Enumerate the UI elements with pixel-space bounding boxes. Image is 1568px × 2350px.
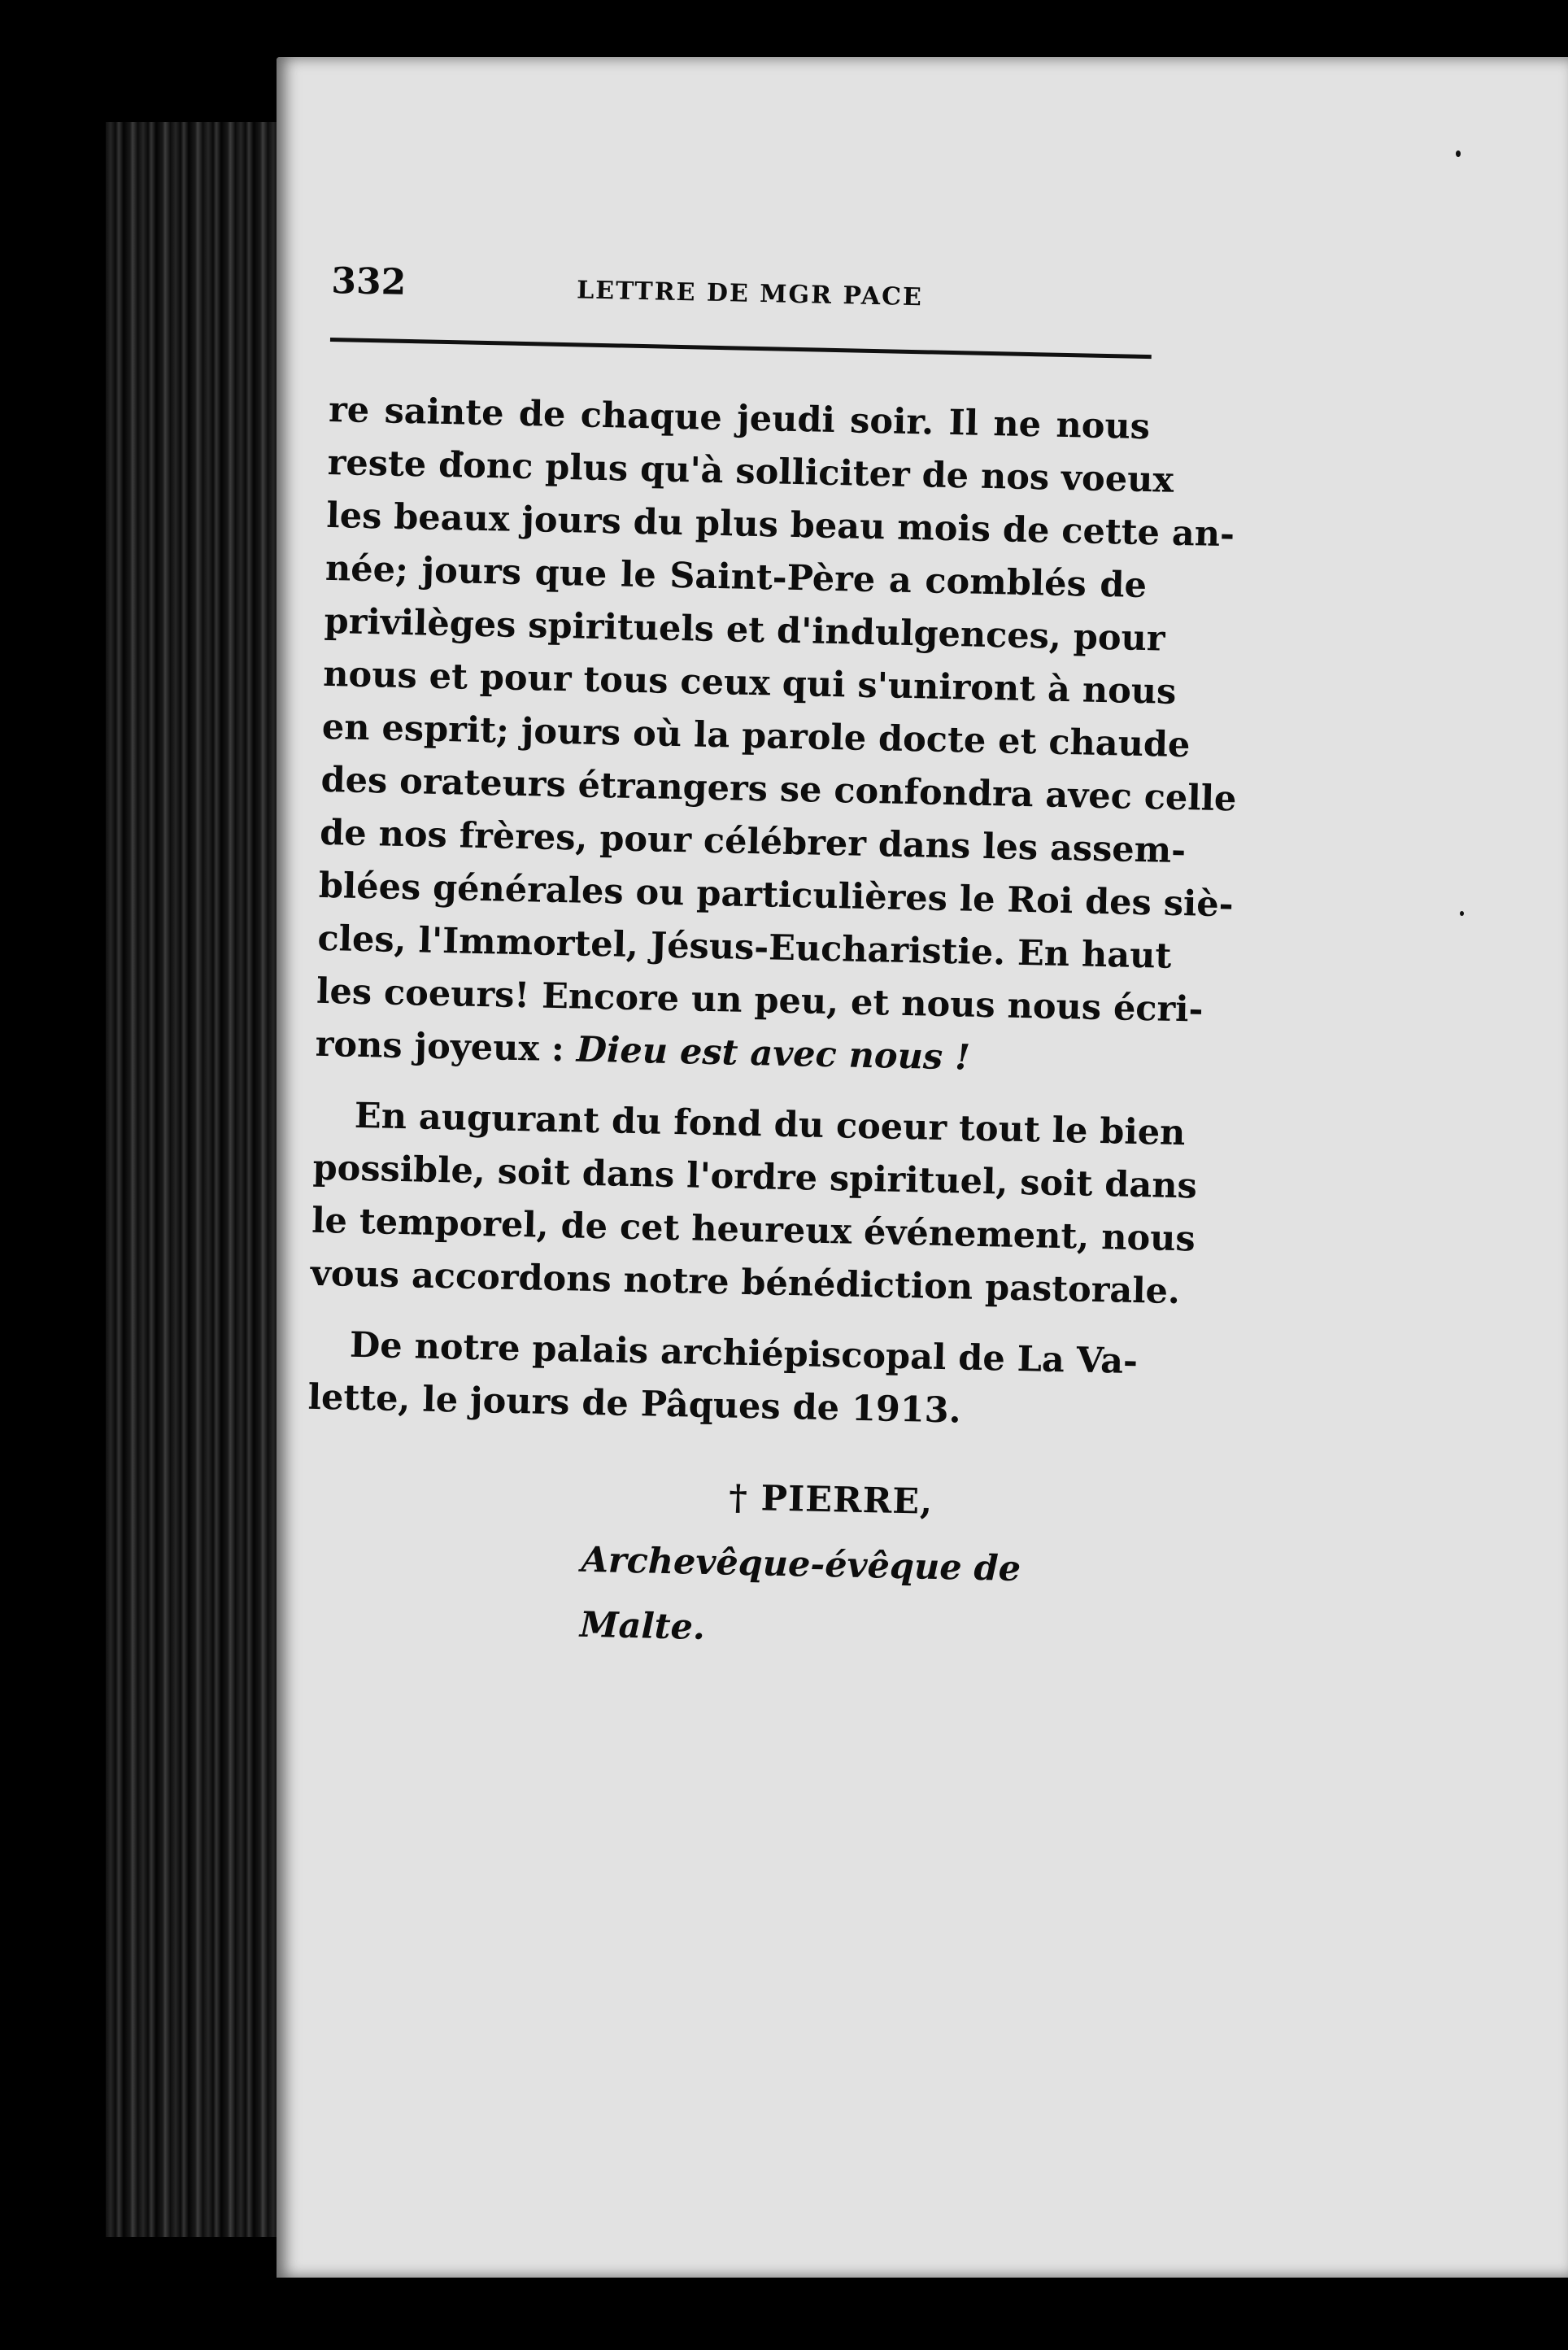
running-head: LETTRE DE MGR PACE [576,276,924,312]
text-line: reste donc plus qu'à solliciter de nos voeux [327,442,1174,501]
text-line: De notre palais archiépiscopal de La Va- [349,1324,1139,1383]
paragraph-2 [310,1089,1198,1318]
paragraph-3 [307,1319,1139,1441]
text-line: née; jours que le Saint-Père a comblés de [324,547,1148,607]
text-line: le temporel, de cet heureux événement, nous [311,1200,1196,1260]
text-line: les beaux jours du plus beau mois de cette an- [325,495,1235,556]
text-line: vous accordons notre bénédiction pastorale. [310,1253,1181,1313]
text-line: en esprit; jours où la parole docte et chaude [321,706,1191,766]
letter-body [307,384,1237,1441]
dust-speck [1456,150,1461,157]
signature-block [303,1457,1128,1669]
text-line: les coeurs! Encore un peu, et nous nous écri- [316,970,1204,1031]
text-prefix: rons joyeux : [315,1023,577,1070]
header-rule [330,338,1152,359]
text-line: lette, le jours de Pâques de 1913. [307,1376,962,1432]
paragraph-1 [315,384,1237,1088]
text-line: nous et pour tous ceux qui s'uniront à nous [322,653,1177,713]
text-line: possible, soit dans l'ordre spirituel, soit dans [312,1147,1198,1207]
emphasis-text: Dieu est avec nous ! [576,1029,971,1079]
text-line: des orateurs étrangers se confondra avec celle [320,759,1237,820]
dust-speck [1460,911,1464,916]
signature-title: Archevêque-évêque de Malte. [579,1539,1021,1648]
signature-name: † PIERRE, [728,1477,934,1523]
text-line: cles, l'Immortel, Jésus-Eucharistie. En haut [317,918,1172,977]
page-number: 332 [330,260,407,303]
text-line: privilèges spirituels et d'indulgences, pour [324,600,1165,660]
text-line: re sainte de chaque jeudi soir. Il ne nous [328,389,1151,448]
text-line: En augurant du fond du coeur tout le bien [354,1095,1186,1154]
text-line: blées générales ou particulières le Roi des siè- [318,865,1235,926]
text-line: de nos frères, pour célébrer dans les assem- [319,812,1187,872]
page-content [303,260,1237,1670]
